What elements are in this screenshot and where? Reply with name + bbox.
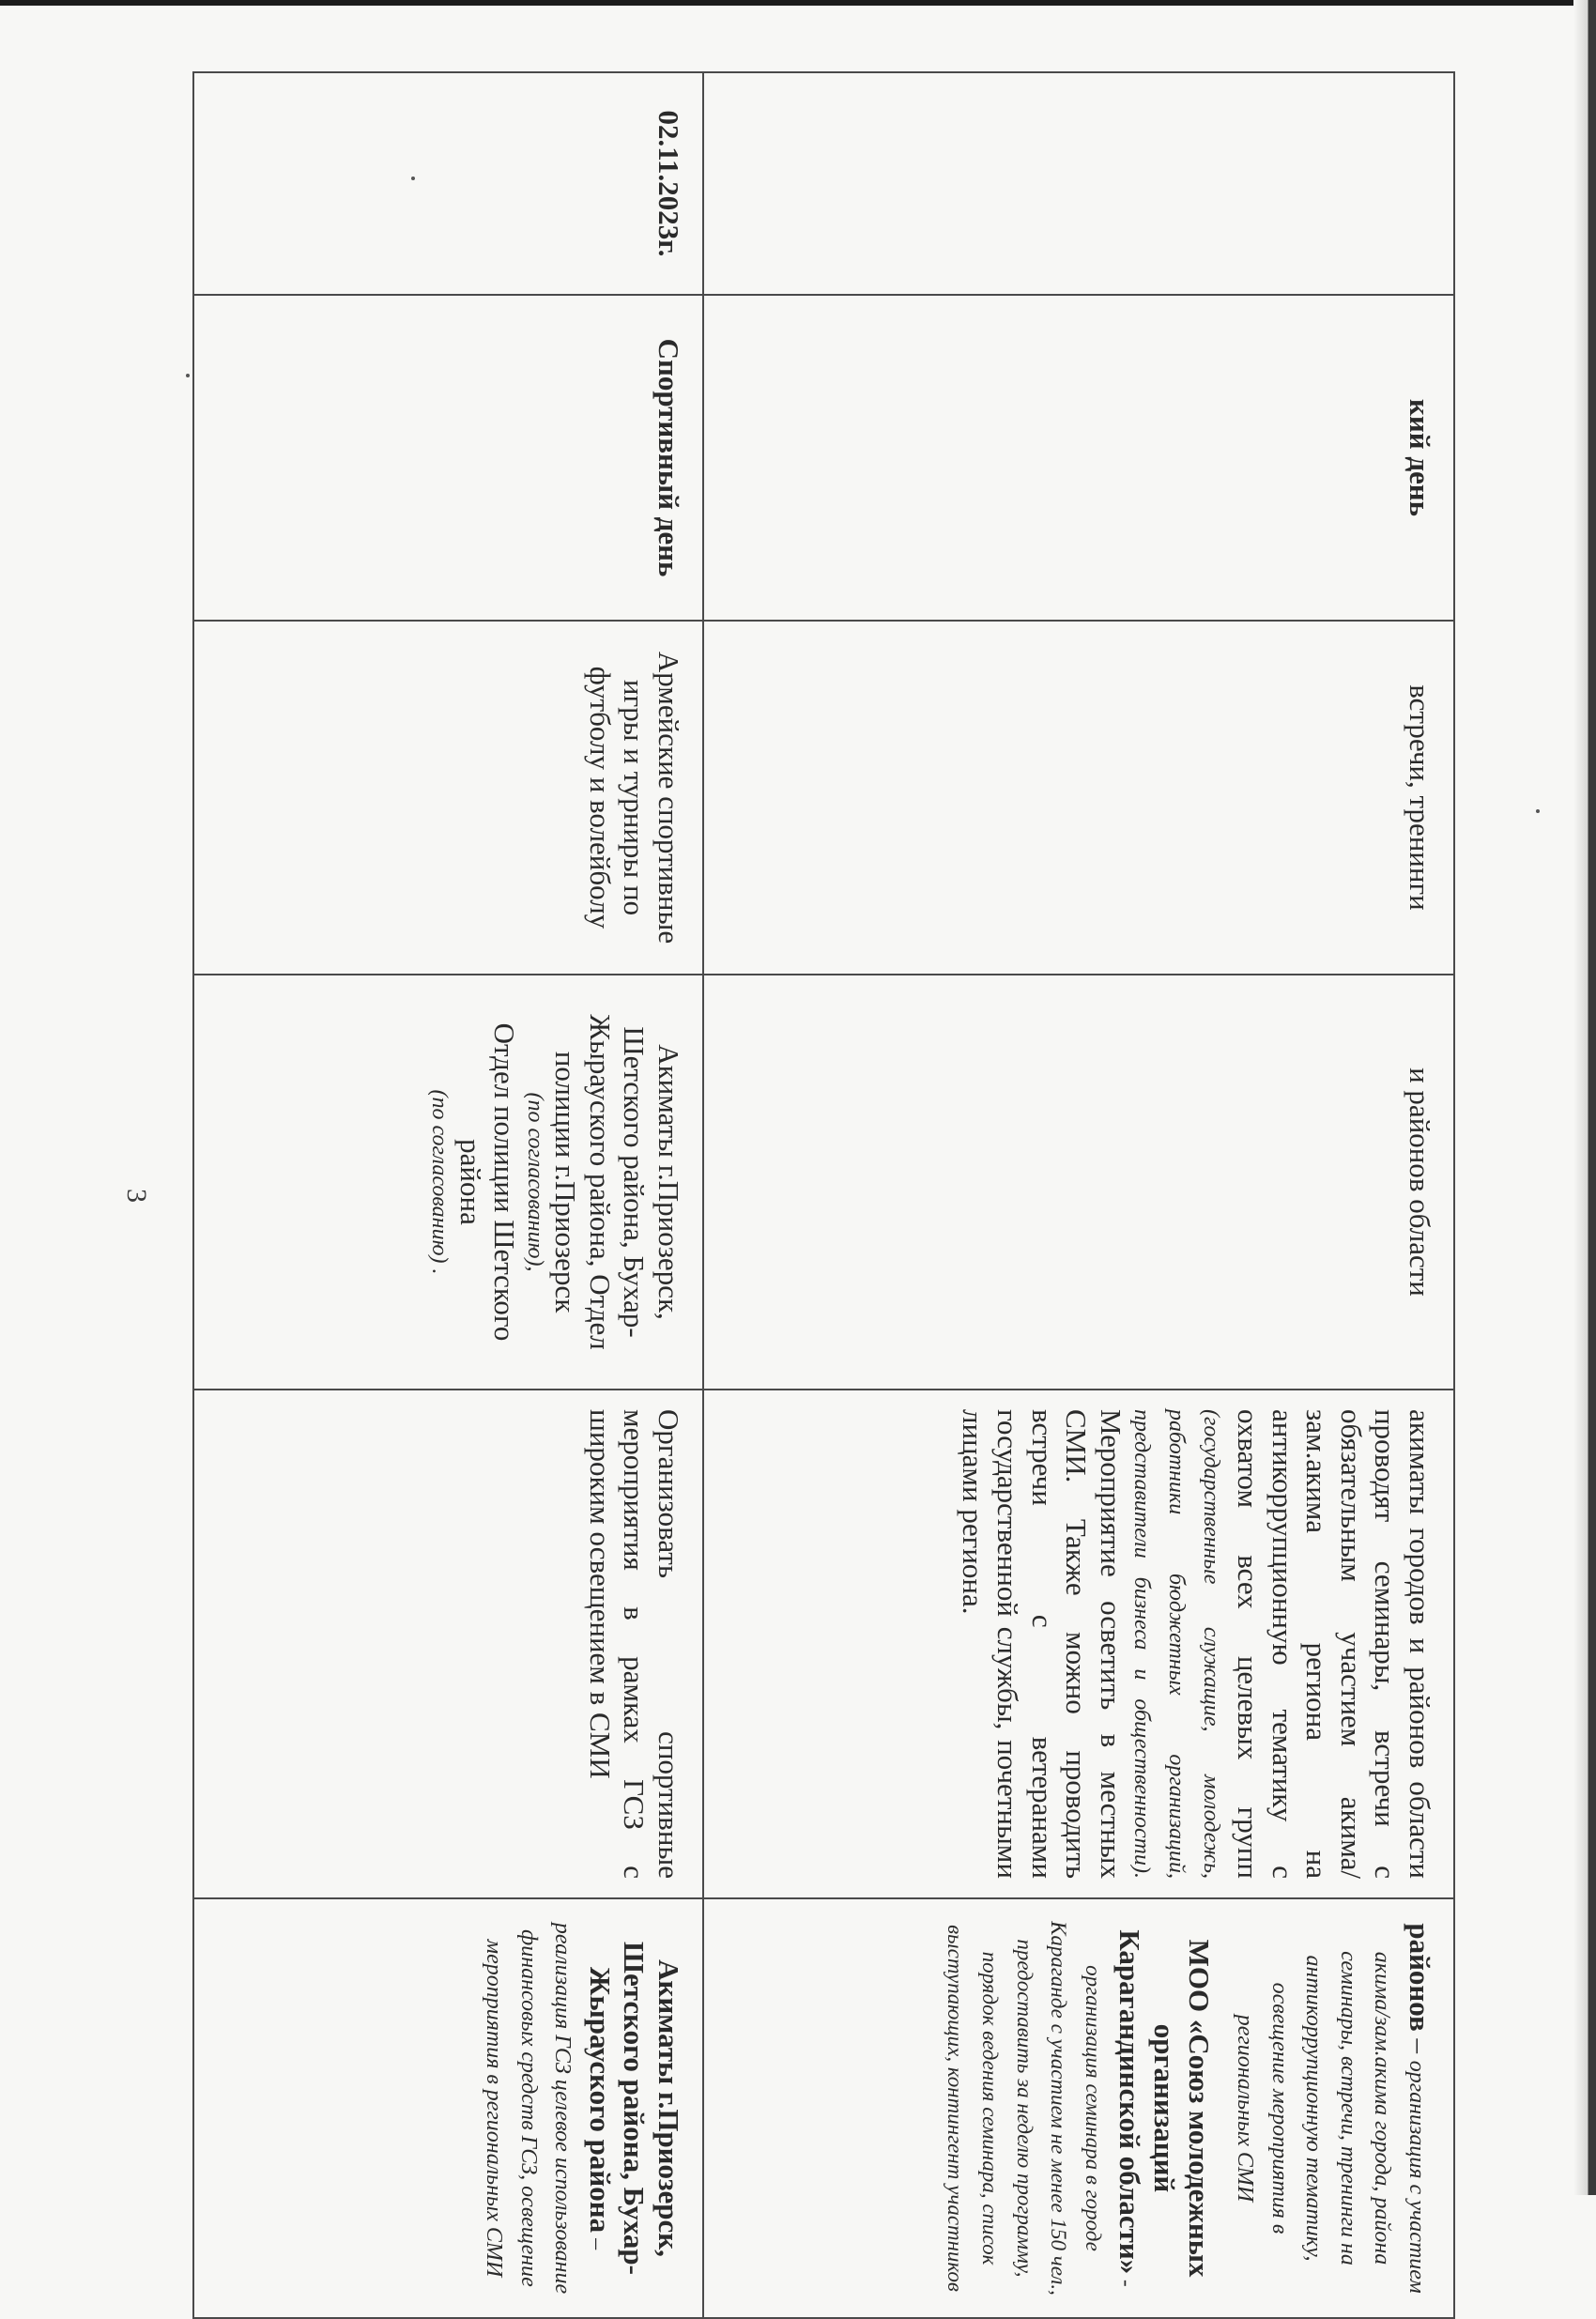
executor-name: районов <box>1404 1923 1436 2032</box>
executor-task: - организация семинара в городе Караганде с участием не менее 150 чел., предоставить за неделю программу, порядок ведения семинара, список выступающих, контингент участников <box>944 1921 1140 2296</box>
responsible-cell: и районов области <box>703 975 1454 1390</box>
day-cell: Спортивный день <box>193 295 703 621</box>
executor-name: Акиматы г.Приозерск, Шетского района, Бухар-Жырауского района <box>583 1941 685 2276</box>
table-row <box>703 72 1454 2318</box>
executor-task: – реализация ГСЗ целевое использование финансовых средств ГСЗ, освещение мероприятия в региональных СМИ <box>482 1922 609 2295</box>
executor-cell: районов – организация с участием акима/зам.акима города, района семинары, встречи, тренинги на антикоррупционную тематику, освещение мероприятия в региональных СМИ МОО «Союз молодежных организаций Карагандинской области» - организация семинара в городе Караганде с участием не менее 150 чел., предоставить за неделю программу, порядок ведения семинара, список выступающих, контингент участников <box>703 1898 1454 2318</box>
description-cell: Организовать спортивные мероприятия в рамках ГСЗ с широким освещением в СМИ <box>193 1390 703 1898</box>
date-cell: 02.11.2023г. <box>193 72 703 295</box>
target-groups-text: (государственные служащие, молодежь, работники бюджетных организаций, представители бизнеса и общественности). <box>1129 1409 1223 1879</box>
schedule-table <box>192 71 1455 2319</box>
scan-top-edge <box>0 0 1596 6</box>
day-cell: кий день <box>703 295 1454 621</box>
executor-task: организация с участием акима/зам.акима города, района семинары, встречи, тренинги на антикоррупционную тематику, освещение мероприятия в региональных СМИ <box>1233 1951 1429 2294</box>
description-text: акиматы городов и районов области проводят семинары, встречи с обязательным участием акима/зам.акима региона на антикоррупционную тематику с охватом всех целевых групп <box>1232 1409 1436 1879</box>
executor-name: МОО «Союз молодежных организаций Карагандинской области» <box>1113 1929 1216 2278</box>
description-cell <box>703 1390 1454 1898</box>
scan-right-edge <box>1573 0 1596 2195</box>
responsible-text: Отдел полиции Шетского района <box>453 1022 522 1342</box>
table-row <box>193 72 703 2318</box>
page-number: 3 <box>121 1189 152 1203</box>
responsible-text: Акиматы г.Приозерск, Шетского района, Бухар-Жырауского района, Отдел полиции г.Приозерск <box>549 1014 685 1350</box>
executor-cell <box>193 1898 703 2318</box>
responsible-cell: Акиматы г.Приозерск, Шетского района, Бухар-Жырауского района, Отдел полиции г.Приозерск (по согласованию), Отдел полиции Шетского района (по согласованию) . <box>193 975 703 1390</box>
rotated-page <box>121 71 1455 2296</box>
scan-speck <box>186 374 190 377</box>
scan-speck <box>1536 809 1540 813</box>
date-cell <box>703 72 1454 295</box>
description-tail: Мероприятие осветить в местных СМИ. Также можно проводить встречи с ветеранами государственной службы, почетными лицами региона. <box>957 1409 1128 1879</box>
event-cell: Армейские спортивные игры и турниры по футболу и волейболу <box>193 621 703 975</box>
event-cell: встречи, тренинги <box>703 621 1454 975</box>
